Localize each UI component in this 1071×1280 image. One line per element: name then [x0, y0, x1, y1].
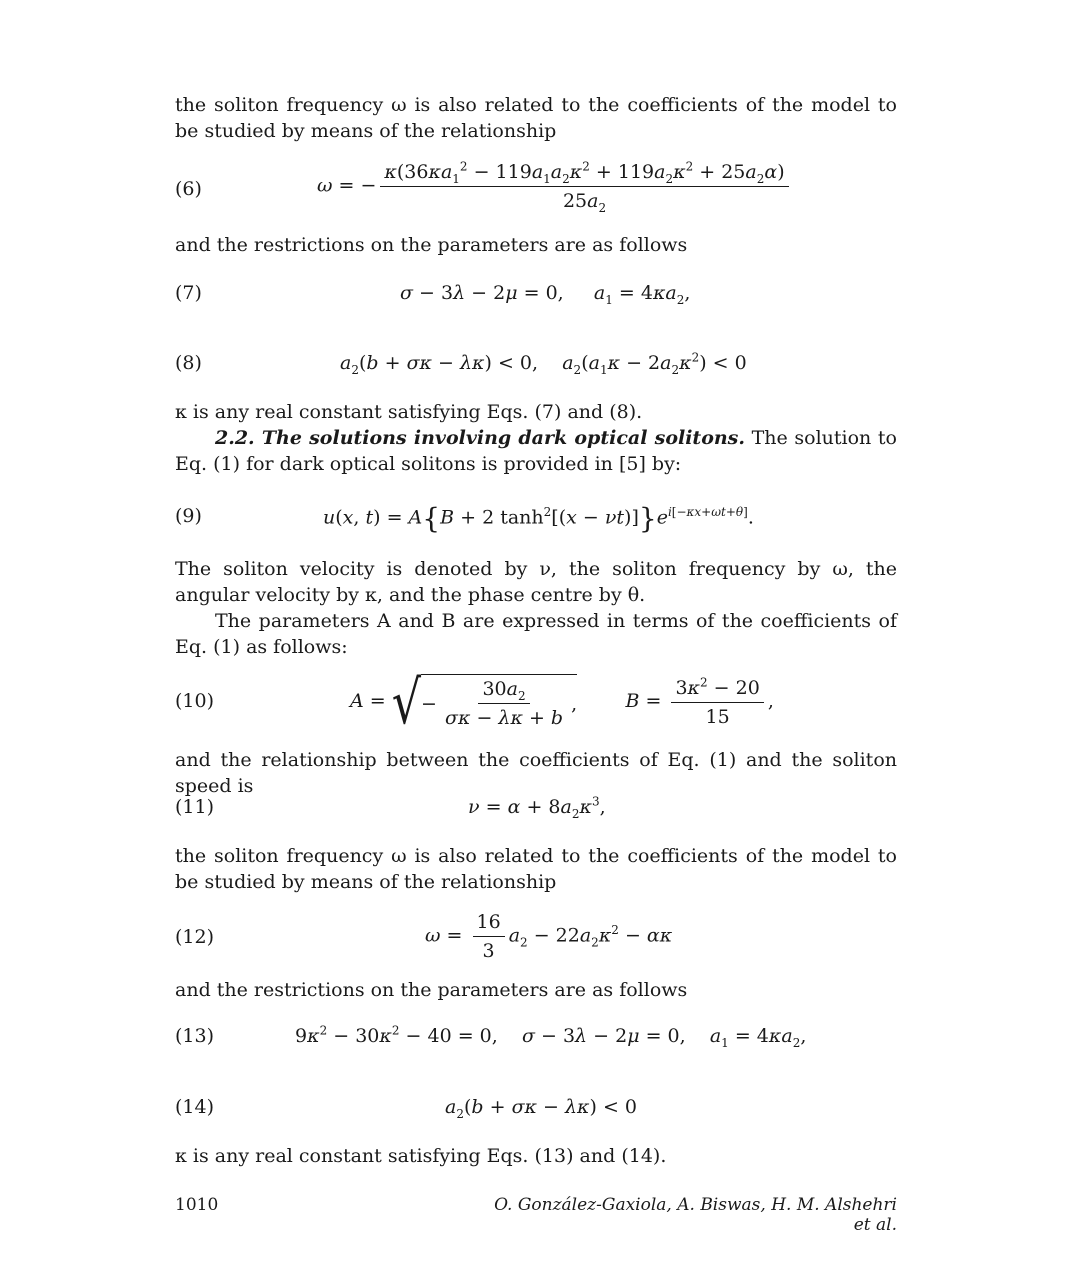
equation-13-formula: $9\kappa^2 - 30\kappa^2 - 40 = 0$, σ − 3λ − 2μ = 0, $a_1 = 4\kappa a_2$,	[295, 1023, 807, 1050]
paragraph-parameters: The parameters A and B are expressed in terms of the coefficients of Eq. (1) as follows:	[175, 610, 897, 658]
equation-number: (11)	[175, 796, 215, 818]
paragraph-restrictions: and the restrictions on the parameters are as follows	[175, 234, 688, 256]
equation-10	[175, 666, 897, 738]
section-text: The solution to Eq. (1) for dark optical solitons is provided in [5] by:	[175, 427, 897, 475]
paragraph-soliton-velocity: The soliton velocity is denoted by ν, the soliton frequency by ω, the angular velocity by κ, and the phase centre by θ.	[175, 558, 897, 606]
equation-7-formula: σ − 3λ − 2μ = 0, $a_1 = 4\kappa a_2$,	[400, 282, 691, 307]
running-authors: O. González-Gaxiola, A. Biswas, H. M. Alshehri et al.	[494, 1195, 897, 1235]
equation-number: (8)	[175, 352, 202, 374]
equation-11-formula: $\nu = \alpha + 8a_2\kappa^3$,	[468, 794, 606, 821]
equation-11	[175, 796, 897, 826]
equation-9-formula: u(x, t) = A{B + 2 $\tanh^2[(x - \nu t)]\}e^{i[-\kappa x+\omega t+\theta]}$.	[323, 502, 754, 535]
equation-number: (13)	[175, 1025, 215, 1047]
equation-7	[175, 282, 897, 312]
paragraph-dark-solitons	[175, 425, 897, 477]
equation-number: (12)	[175, 926, 215, 948]
equation-6	[175, 160, 897, 220]
paragraph-kappa-constant-2: κ is any real constant satisfying Eqs. (13) and (14).	[175, 1145, 667, 1167]
paragraph-kappa-constant: κ is any real constant satisfying Eqs. (7) and (8).	[175, 401, 643, 423]
equation-8-formula: $a_2(b + \sigma\kappa - \lambda\kappa) < 0$, $a_2(a_1\kappa - 2a_2\kappa^2) < 0$	[340, 350, 747, 377]
paragraph-frequency-intro-2: the soliton frequency ω is also related to the coefficients of the model to be studied by means of the relationship	[175, 845, 897, 893]
page-number: 1010	[175, 1195, 219, 1215]
equation-number: (10)	[175, 690, 215, 712]
equation-13	[175, 1025, 897, 1055]
paragraph-speed-relation: and the relationship between the coefficients of Eq. (1) and the soliton speed is	[175, 749, 897, 797]
equation-14-formula: $a_2(b + \sigma\kappa - \lambda\kappa) < 0$	[445, 1096, 638, 1121]
equation-number: (6)	[175, 178, 202, 200]
equation-8	[175, 352, 897, 382]
section-heading: 2.2. The solutions involving dark optical solitons.	[215, 427, 745, 449]
equation-number: (7)	[175, 282, 202, 304]
equation-12	[175, 910, 897, 966]
equation-12-formula: ω = $\frac{16}{3}$ $a_2 - 22a_2\kappa^2 - \alpha\kappa$	[425, 911, 673, 962]
equation-14	[175, 1096, 897, 1126]
equation-6-formula: ω = − $\frac{\kappa(36\kappa a_1^2 - 119a_1a_2\kappa^2 + 119a_2\kappa^2 + 25a_2\alpha)}{25a_2}$	[317, 160, 793, 213]
equation-number: (9)	[175, 505, 202, 527]
equation-number: (14)	[175, 1096, 215, 1118]
equation-10-formula: A = √ − $\frac{30a_2}{\sigma\kappa - \lambda\kappa + b}$ , B = $\frac{3\kappa^2 - 20}{15}$ ,	[350, 666, 774, 738]
equation-9	[175, 500, 897, 536]
paragraph-restrictions-2: and the restrictions on the parameters are as follows	[175, 979, 688, 1001]
paragraph-frequency-intro: the soliton frequency ω is also related to the coefficients of the model to be studied by means of the relationship	[175, 94, 897, 142]
